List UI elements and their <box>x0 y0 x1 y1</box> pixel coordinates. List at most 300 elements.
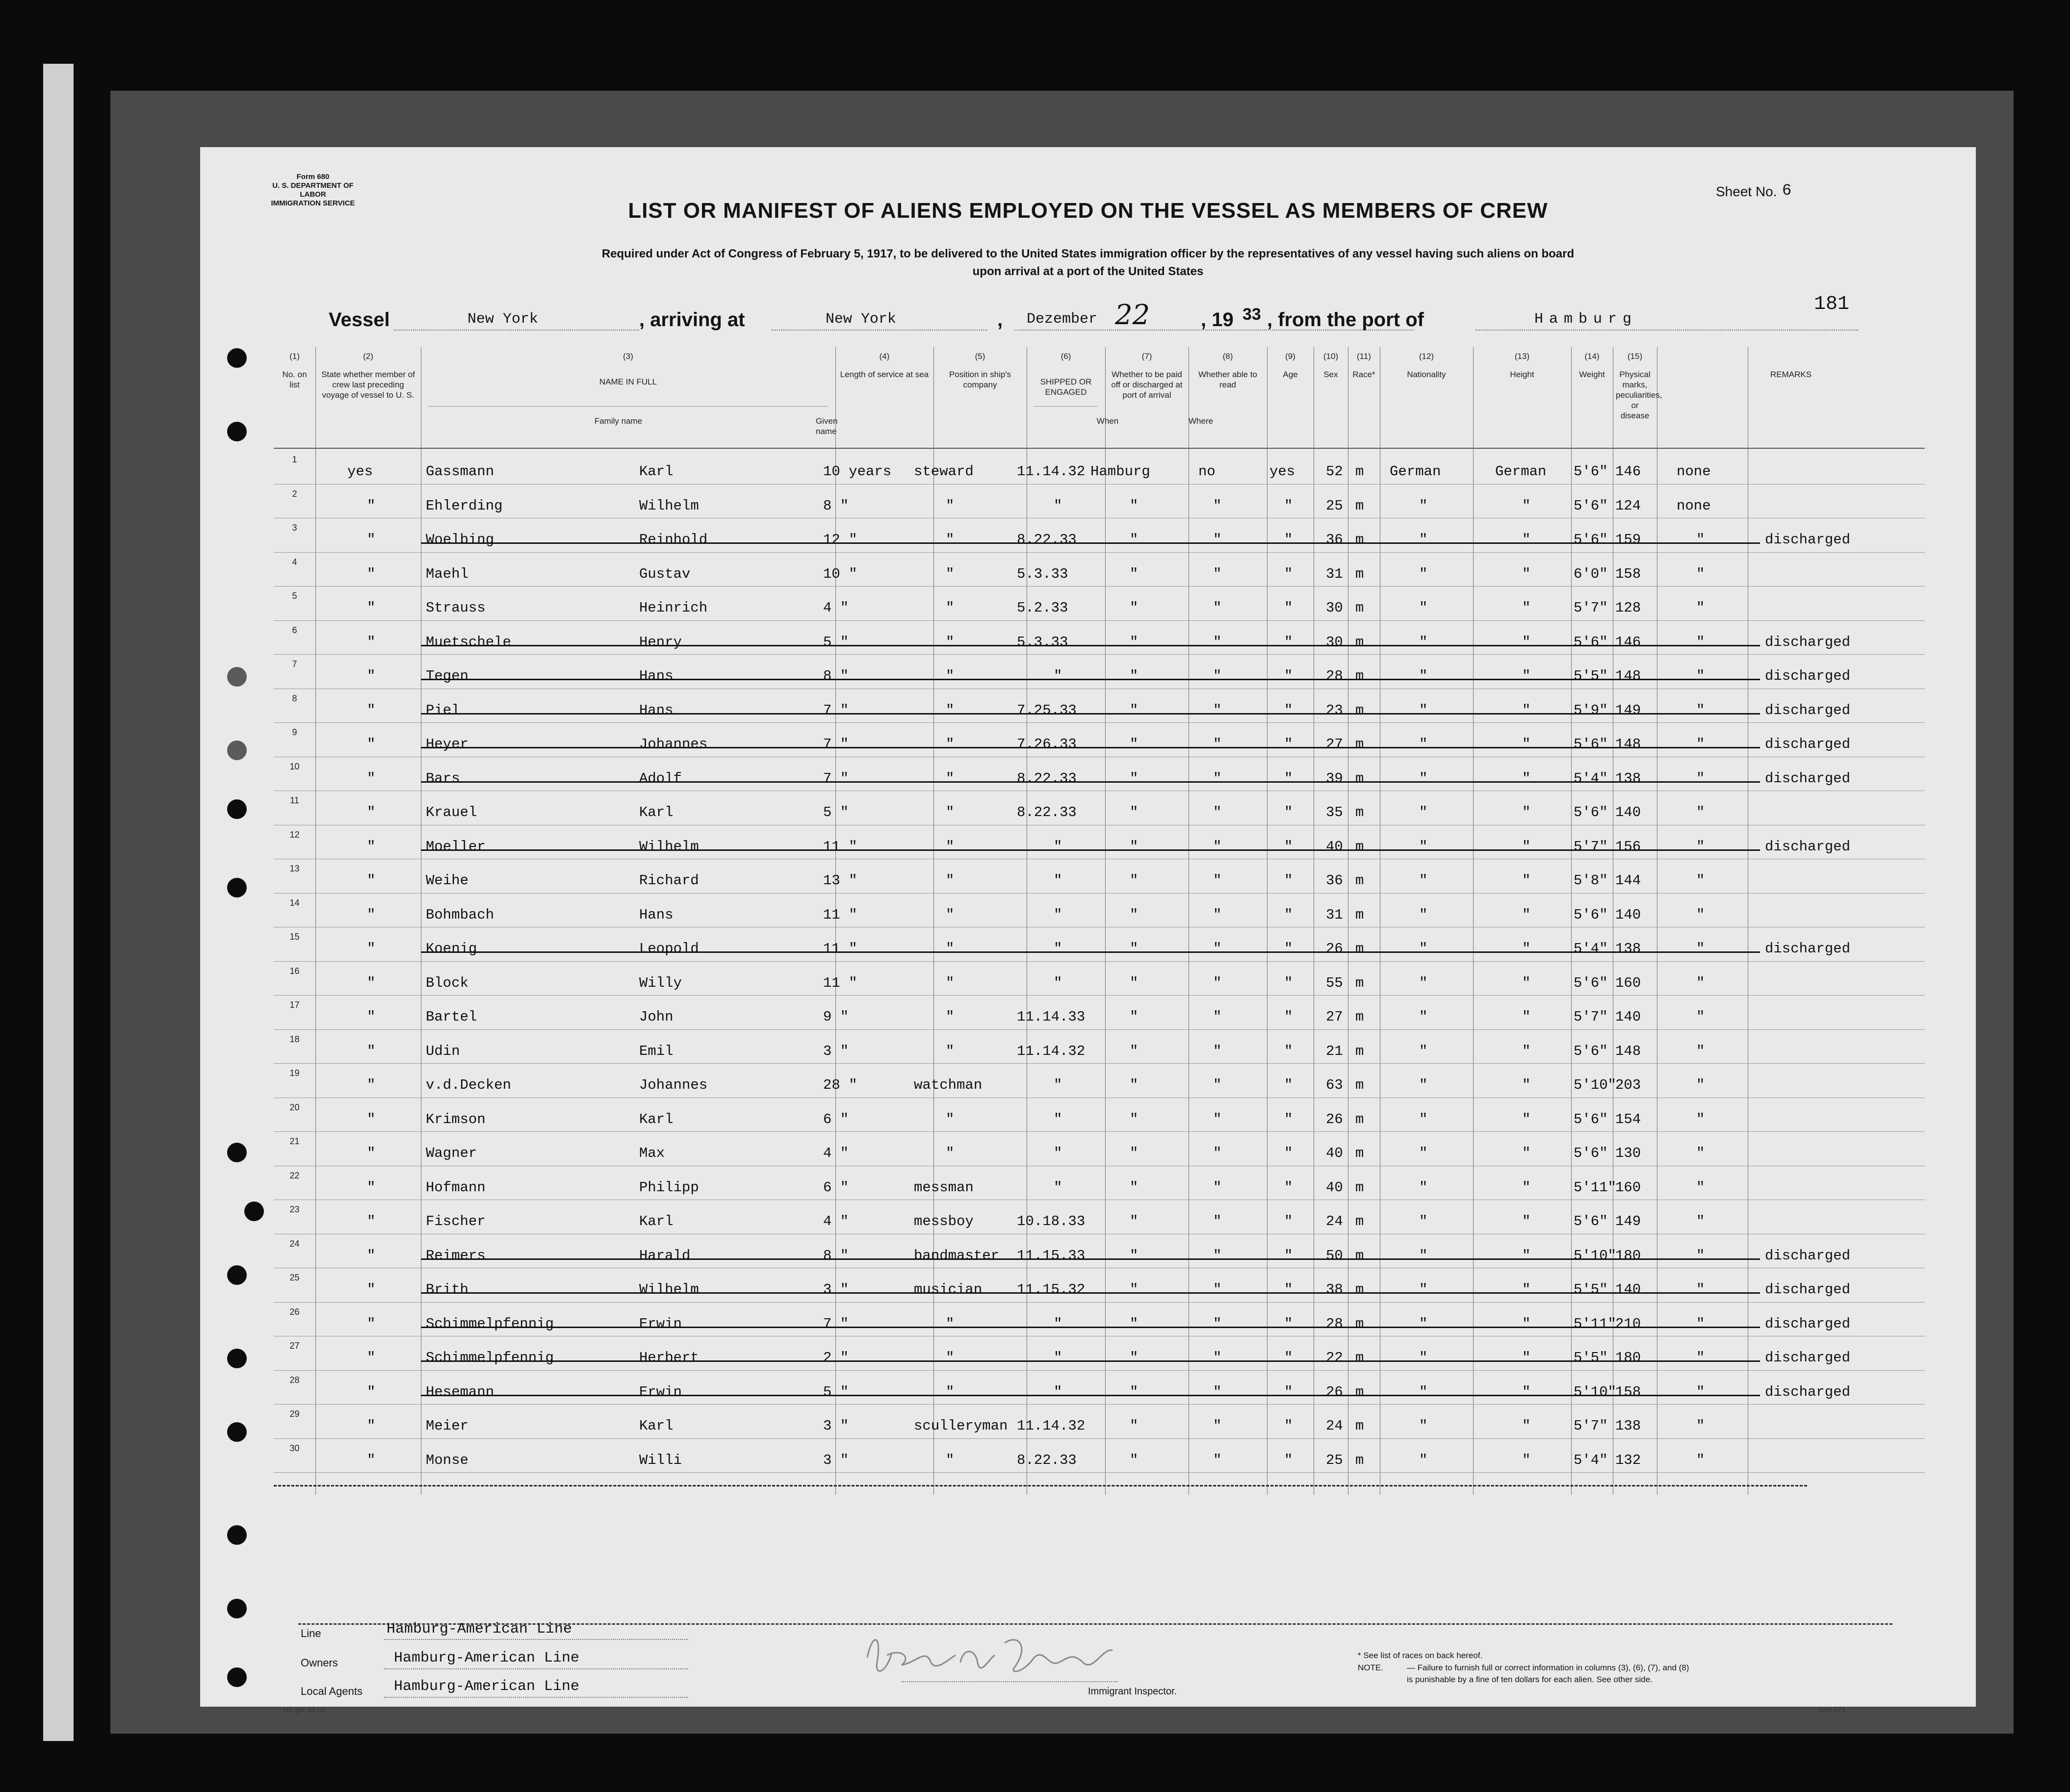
race-cell: " <box>1419 838 1428 855</box>
fill-line <box>384 1639 688 1640</box>
subheader-rule <box>428 406 828 407</box>
weight-cell: 146 <box>1615 463 1641 480</box>
strike-through-line <box>421 1360 1760 1362</box>
table-row <box>274 1138 1925 1173</box>
shipped-where-cell: " <box>1130 872 1138 889</box>
sex-cell: m <box>1355 1009 1364 1025</box>
race-cell: " <box>1419 1009 1428 1025</box>
given-name-cell: Karl <box>639 1111 673 1127</box>
race-cell: " <box>1419 668 1428 684</box>
family-name-cell: Hofmann <box>426 1179 486 1196</box>
sex-cell: m <box>1355 804 1364 820</box>
given-name-cell: Philipp <box>639 1179 699 1196</box>
note-text-1: — Failure to furnish full or correct information in columns (3), (6), (7), and (8) <box>1407 1663 1689 1672</box>
sex-cell: m <box>1355 1315 1364 1332</box>
row-number: 30 <box>289 1443 300 1453</box>
able-to-read-cell: " <box>1284 668 1293 684</box>
column-header: Age <box>1283 370 1298 379</box>
given-name-cell: Hans <box>639 906 673 923</box>
position-cell: " <box>946 600 955 616</box>
service-length-cell: 5 " <box>823 1383 849 1400</box>
race-cell: German <box>1390 463 1441 480</box>
family-name-cell: Hesemann <box>426 1383 494 1400</box>
service-name: IMMIGRATION SERVICE <box>271 199 355 207</box>
paid-off-cell: " <box>1213 600 1222 616</box>
sex-cell: m <box>1355 736 1364 752</box>
physical-marks-cell: " <box>1696 1043 1705 1059</box>
given-name-cell: Hans <box>639 668 673 684</box>
arrival-day: 22 <box>1115 299 1150 331</box>
age-cell: 63 <box>1326 1077 1343 1093</box>
table-row <box>274 934 1925 968</box>
age-cell: 40 <box>1326 838 1343 855</box>
position-cell: bandmaster <box>914 1247 1000 1264</box>
punch-hole <box>227 422 247 441</box>
departure-port: Hamburg <box>1534 311 1638 328</box>
column-number: (3) <box>623 352 633 361</box>
column-number: (15) <box>1627 352 1643 361</box>
given-name-cell: Leopold <box>639 941 699 957</box>
service-length-cell: 10 " <box>823 565 857 582</box>
able-to-read-cell: " <box>1284 736 1293 752</box>
nationality-cell: " <box>1522 532 1531 548</box>
family-name-cell: Reimers <box>426 1247 486 1264</box>
paid-off-cell: " <box>1213 634 1222 650</box>
column-number: (13) <box>1514 352 1530 361</box>
column-header: Whether able to read <box>1198 370 1257 389</box>
shipped-when-cell: 8.22.33 <box>1017 1452 1077 1468</box>
row-number: 8 <box>292 693 297 703</box>
race-cell: " <box>1419 1247 1428 1264</box>
shipped-when-cell: " <box>1054 1315 1062 1332</box>
shipped-when-cell: " <box>1054 1179 1062 1196</box>
header-divider <box>274 448 1925 449</box>
service-length-cell: 9 " <box>823 1009 849 1025</box>
able-to-read-cell: " <box>1284 497 1293 514</box>
nationality-cell: " <box>1522 1077 1531 1093</box>
printer-mark: H8 gel 33 nd <box>284 1706 326 1714</box>
sex-cell: m <box>1355 1247 1364 1264</box>
previous-voyage-cell: " <box>367 941 376 957</box>
remarks-cell: discharged <box>1765 634 1851 650</box>
position-cell: messboy <box>914 1213 974 1229</box>
shipped-where-cell: " <box>1130 736 1138 752</box>
given-name-cell: Harald <box>639 1247 691 1264</box>
able-to-read-cell: " <box>1284 1077 1293 1093</box>
weight-cell: 146 <box>1615 634 1641 650</box>
weight-cell: 149 <box>1615 702 1641 718</box>
line-value: Hamburg-American Line <box>387 1621 572 1638</box>
service-length-cell: 4 " <box>823 600 849 616</box>
shipped-where-cell: " <box>1130 1452 1138 1468</box>
nationality-cell: " <box>1522 634 1531 650</box>
weight-cell: 148 <box>1615 668 1641 684</box>
remarks-cell: discharged <box>1765 532 1851 548</box>
weight-cell: 160 <box>1615 974 1641 991</box>
table-row <box>274 968 1925 1002</box>
remarks-cell: discharged <box>1765 941 1851 957</box>
age-cell: 40 <box>1326 1179 1343 1196</box>
previous-voyage-cell: " <box>367 1247 376 1264</box>
age-cell: 22 <box>1326 1350 1343 1366</box>
weight-cell: 148 <box>1615 736 1641 752</box>
remarks-cell: discharged <box>1765 702 1851 718</box>
inspector-label: Immigrant Inspector. <box>1088 1686 1177 1697</box>
family-name-cell: Bohmbach <box>426 906 494 923</box>
shipped-where-cell: " <box>1130 1111 1138 1127</box>
physical-marks-cell: " <box>1696 1452 1705 1468</box>
able-to-read-cell: " <box>1284 600 1293 616</box>
race-cell: " <box>1419 1418 1428 1434</box>
able-to-read-cell: " <box>1284 872 1293 889</box>
shipped-when-cell: " <box>1054 1145 1062 1161</box>
service-length-cell: 13 " <box>823 872 857 889</box>
service-length-cell: 11 " <box>823 838 857 855</box>
shipped-when-cell: " <box>1054 838 1062 855</box>
fill-line <box>1475 330 1858 331</box>
strike-through-line <box>421 542 1760 544</box>
owners-value: Hamburg-American Line <box>394 1650 580 1666</box>
column-header: Race* <box>1352 370 1375 379</box>
sex-cell: m <box>1355 532 1364 548</box>
previous-voyage-cell: " <box>367 974 376 991</box>
page-subtitle <box>200 245 1976 281</box>
nationality-cell: " <box>1522 1043 1531 1059</box>
row-number: 22 <box>289 1170 300 1180</box>
shipped-where-cell: " <box>1130 532 1138 548</box>
table-row <box>274 1170 1925 1207</box>
arrival-month: Dezember <box>1027 311 1098 328</box>
service-length-cell: 3 " <box>823 1043 849 1059</box>
previous-voyage-cell: " <box>367 804 376 820</box>
physical-marks-cell: " <box>1696 1315 1705 1332</box>
row-number: 24 <box>289 1238 300 1249</box>
sex-cell: m <box>1355 974 1364 991</box>
subtitle-line-2: upon arrival at a port of the United States <box>972 265 1204 278</box>
shipped-when-cell: 11.14.32 <box>1017 1043 1086 1059</box>
paid-off-cell: " <box>1213 1043 1222 1059</box>
race-cell: " <box>1419 634 1428 650</box>
paid-off-cell: " <box>1213 941 1222 957</box>
shipped-where-cell: " <box>1130 974 1138 991</box>
physical-marks-cell: " <box>1696 1213 1705 1229</box>
table-row <box>274 1445 1925 1480</box>
physical-marks-cell: " <box>1696 600 1705 616</box>
strike-through-line <box>421 1292 1760 1294</box>
sex-cell: m <box>1355 1452 1364 1468</box>
race-cell: " <box>1419 872 1428 889</box>
comma-separator: , <box>997 309 1003 331</box>
shipped-where-cell: " <box>1130 941 1138 957</box>
strike-through-line <box>421 1327 1760 1328</box>
shipped-when-cell: " <box>1054 1077 1062 1093</box>
sex-cell: m <box>1355 668 1364 684</box>
fill-line <box>772 330 987 331</box>
film-strip-edge <box>43 64 74 1741</box>
strike-through-line <box>421 781 1760 783</box>
given-name-cell: Johannes <box>639 1077 708 1093</box>
sex-cell: m <box>1355 1145 1364 1161</box>
family-name-cell: Moeller <box>426 838 486 855</box>
sex-cell: m <box>1355 838 1364 855</box>
able-to-read-cell: " <box>1284 1009 1293 1025</box>
column-header: State whether member of crew last preceding voyage of vessel to U. S. <box>321 370 415 400</box>
given-name-cell: Willi <box>639 1452 682 1468</box>
physical-marks-cell: " <box>1696 1418 1705 1434</box>
column-number: (5) <box>975 352 985 361</box>
inspector-signature <box>857 1628 1122 1682</box>
family-name-cell: Ehlerding <box>426 497 503 514</box>
stamp-number: 181 <box>1814 293 1850 315</box>
manifest-sheet <box>200 147 1976 1714</box>
race-cell: " <box>1419 497 1428 514</box>
service-length-cell: 8 " <box>823 668 849 684</box>
nationality-cell: " <box>1522 600 1531 616</box>
column-header: Physical marks, peculiarities, or disease <box>1616 370 1662 420</box>
column-header: NAME IN FULL <box>599 377 657 386</box>
given-name-cell: Henry <box>639 634 682 650</box>
shipped-when-cell: 8.22.33 <box>1017 804 1077 820</box>
column-header: Whether to be paid off or discharged at port of arrival <box>1111 370 1183 400</box>
shipped-where-cell: " <box>1130 600 1138 616</box>
height-cell: 5'5" <box>1574 1350 1608 1366</box>
service-length-cell: 5 " <box>823 804 849 820</box>
punch-hole <box>227 1525 247 1545</box>
previous-voyage-cell: " <box>367 1009 376 1025</box>
sex-cell: m <box>1355 1281 1364 1298</box>
age-cell: 26 <box>1326 941 1343 957</box>
page-title: LIST OR MANIFEST OF ALIENS EMPLOYED ON THE VESSEL AS MEMBERS OF CREW <box>628 199 1548 223</box>
family-name-cell: Schimmelpfennig <box>426 1315 554 1332</box>
sex-cell: m <box>1355 1383 1364 1400</box>
height-cell: 5'6" <box>1574 1145 1608 1161</box>
sex-cell: m <box>1355 1213 1364 1229</box>
nationality-cell: " <box>1522 770 1531 787</box>
paid-off-cell: " <box>1213 1145 1222 1161</box>
shipped-where-cell: " <box>1130 702 1138 718</box>
column-number: (1) <box>289 352 300 361</box>
shipped-where-cell: " <box>1130 1145 1138 1161</box>
nationality-cell: " <box>1522 1350 1531 1366</box>
given-name-cell: Erwin <box>639 1315 682 1332</box>
punch-hole <box>227 1422 247 1442</box>
weight-cell: 158 <box>1615 1383 1641 1400</box>
previous-voyage-cell: " <box>367 1043 376 1059</box>
physical-marks-cell: " <box>1696 1350 1705 1366</box>
race-cell: " <box>1419 1043 1428 1059</box>
sex-cell: m <box>1355 463 1364 480</box>
weight-cell: 144 <box>1615 872 1641 889</box>
position-cell: " <box>946 702 955 718</box>
shipped-where-cell: " <box>1130 668 1138 684</box>
nationality-cell: " <box>1522 872 1531 889</box>
family-name-cell: Bartel <box>426 1009 477 1025</box>
able-to-read-cell: " <box>1284 1145 1293 1161</box>
age-cell: 26 <box>1326 1383 1343 1400</box>
previous-voyage-cell: " <box>367 668 376 684</box>
race-cell: " <box>1419 702 1428 718</box>
strike-through-line <box>421 747 1760 748</box>
given-name-cell: John <box>639 1009 673 1025</box>
age-cell: 30 <box>1326 600 1343 616</box>
shipped-when-cell: 8.22.33 <box>1017 532 1077 548</box>
table-row <box>274 1002 1925 1036</box>
height-cell: 5'6" <box>1574 1043 1608 1059</box>
position-cell: " <box>946 565 955 582</box>
remarks-cell: discharged <box>1765 1315 1851 1332</box>
sex-cell: m <box>1355 1179 1364 1196</box>
able-to-read-cell: " <box>1284 838 1293 855</box>
height-cell: 5'7" <box>1574 600 1608 616</box>
note-text-2: is punishable by a fine of ten dollars for each alien. See other side. <box>1407 1675 1653 1684</box>
punch-hole <box>227 741 247 760</box>
weight-cell: 124 <box>1615 497 1641 514</box>
from-port-label: , from the port of <box>1267 309 1424 331</box>
service-length-cell: 8 " <box>823 1247 849 1264</box>
race-cell: " <box>1419 974 1428 991</box>
table-row <box>274 829 1925 866</box>
position-cell: " <box>946 634 955 650</box>
service-length-cell: 3 " <box>823 1418 849 1434</box>
column-number: (6) <box>1061 352 1071 361</box>
year-suffix: 33 <box>1242 305 1261 324</box>
nationality-cell: " <box>1522 736 1531 752</box>
shipped-when-cell: 11.15.33 <box>1017 1247 1086 1264</box>
height-cell: 5'4" <box>1574 1452 1608 1468</box>
remarks-cell: discharged <box>1765 1247 1851 1264</box>
note-label: NOTE. <box>1358 1663 1383 1672</box>
height-cell: 5'7" <box>1574 838 1608 855</box>
previous-voyage-cell: " <box>367 1383 376 1400</box>
shipped-where-cell: " <box>1130 1213 1138 1229</box>
physical-marks-cell: " <box>1696 770 1705 787</box>
shipped-when-cell: 11.15.32 <box>1017 1281 1086 1298</box>
paid-off-cell: " <box>1213 565 1222 582</box>
column-header: Position in ship's company <box>949 370 1011 389</box>
paid-off-cell: " <box>1213 1418 1222 1434</box>
table-row <box>274 695 1925 730</box>
column-header: Height <box>1510 370 1534 379</box>
nationality-cell: German <box>1495 463 1547 480</box>
sheet-number-value: 6 <box>1782 181 1792 200</box>
height-cell: 5'10" <box>1574 1247 1617 1264</box>
paid-off-cell: " <box>1213 497 1222 514</box>
height-cell: 5'6" <box>1574 532 1608 548</box>
age-cell: 21 <box>1326 1043 1343 1059</box>
nationality-cell: " <box>1522 668 1531 684</box>
shipped-where-cell: " <box>1130 1077 1138 1093</box>
row-number: 25 <box>289 1273 300 1282</box>
nationality-cell: " <box>1522 1179 1531 1196</box>
paid-off-cell: " <box>1213 804 1222 820</box>
height-cell: 5'9" <box>1574 702 1608 718</box>
table-row <box>274 1377 1925 1411</box>
row-number: 10 <box>289 761 300 771</box>
shipped-when-cell: 5.3.33 <box>1017 565 1068 582</box>
family-name-cell: Meier <box>426 1418 469 1434</box>
weight-cell: 138 <box>1615 1418 1641 1434</box>
sex-cell: m <box>1355 872 1364 889</box>
column-subheader: Where <box>1189 416 1214 426</box>
shipped-when-cell: " <box>1054 872 1062 889</box>
race-cell: " <box>1419 1315 1428 1332</box>
age-cell: 38 <box>1326 1281 1343 1298</box>
table-row <box>274 1306 1925 1343</box>
family-name-cell: Monse <box>426 1452 469 1468</box>
age-cell: 25 <box>1326 497 1343 514</box>
physical-marks-cell: " <box>1696 565 1705 582</box>
paid-off-cell: " <box>1213 1383 1222 1400</box>
shipped-when-cell: " <box>1054 497 1062 514</box>
shipped-when-cell: 7.25.33 <box>1017 702 1077 718</box>
table-row <box>274 488 1925 525</box>
paid-off-cell: " <box>1213 1179 1222 1196</box>
previous-voyage-cell: " <box>367 1213 376 1229</box>
family-name-cell: Krimson <box>426 1111 486 1127</box>
weight-cell: 140 <box>1615 906 1641 923</box>
age-cell: 31 <box>1326 906 1343 923</box>
paid-off-cell: " <box>1213 1077 1222 1093</box>
column-number: (2) <box>363 352 373 361</box>
weight-cell: 180 <box>1615 1350 1641 1366</box>
height-cell: 5'6" <box>1574 634 1608 650</box>
physical-marks-cell: " <box>1696 974 1705 991</box>
sheet-number-label: Sheet No. <box>1716 184 1777 199</box>
crew-table <box>274 347 1925 1583</box>
race-cell: " <box>1419 1077 1428 1093</box>
punch-hole <box>227 1349 247 1368</box>
able-to-read-cell: " <box>1284 1043 1293 1059</box>
table-row <box>274 1411 1925 1445</box>
given-name-cell: Willy <box>639 974 682 991</box>
table-row <box>274 661 1925 695</box>
sex-cell: m <box>1355 634 1364 650</box>
remarks-cell: discharged <box>1765 770 1851 787</box>
able-to-read-cell: " <box>1284 532 1293 548</box>
age-cell: 26 <box>1326 1111 1343 1127</box>
nationality-cell: " <box>1522 804 1531 820</box>
height-cell: 5'10" <box>1574 1383 1617 1400</box>
punch-hole <box>227 799 247 819</box>
agents-value: Hamburg-American Line <box>394 1678 580 1695</box>
strike-through-line <box>421 849 1760 851</box>
line-label: Line <box>301 1627 321 1639</box>
sex-cell: m <box>1355 1418 1364 1434</box>
column-header: Length of service at sea <box>840 370 929 379</box>
weight-cell: 160 <box>1615 1179 1641 1196</box>
physical-marks-cell: " <box>1696 941 1705 957</box>
table-bottom-rule <box>274 1485 1807 1486</box>
age-cell: 24 <box>1326 1418 1343 1434</box>
position-cell: " <box>946 532 955 548</box>
row-number: 20 <box>289 1102 300 1112</box>
family-name-cell: Koenig <box>426 941 477 957</box>
service-length-cell: 3 " <box>823 1452 849 1468</box>
physical-marks-cell: " <box>1696 804 1705 820</box>
able-to-read-cell: " <box>1284 804 1293 820</box>
table-row <box>274 866 1925 900</box>
previous-voyage-cell: " <box>367 838 376 855</box>
service-length-cell: 4 " <box>823 1145 849 1161</box>
race-cell: " <box>1419 1281 1428 1298</box>
age-cell: 27 <box>1326 736 1343 752</box>
nationality-cell: " <box>1522 1418 1531 1434</box>
previous-voyage-cell: " <box>367 1179 376 1196</box>
weight-cell: 148 <box>1615 1043 1641 1059</box>
position-cell: " <box>946 838 955 855</box>
remarks-cell: discharged <box>1765 668 1851 684</box>
sex-cell: m <box>1355 1043 1364 1059</box>
